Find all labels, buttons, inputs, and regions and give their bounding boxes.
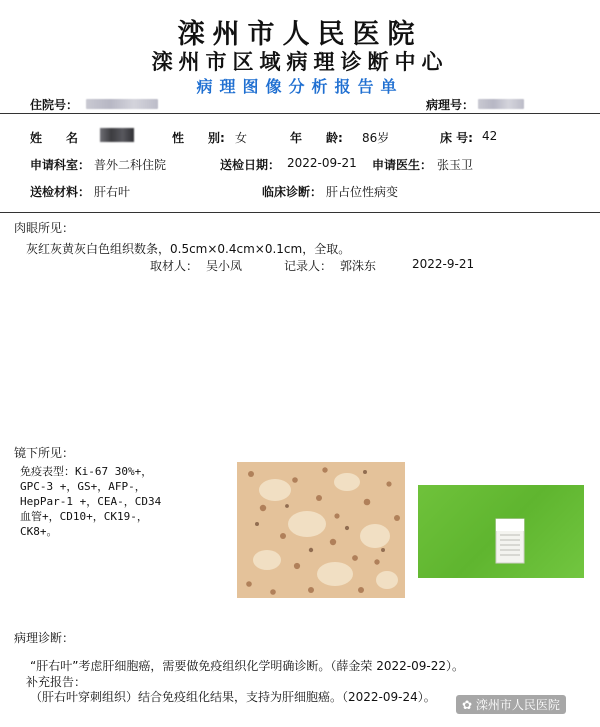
ihc-line-1: 免疫表型：Ki-67 30%+， [20,465,153,478]
doctor-label: 申请医生： [372,158,433,172]
age-label: 年 龄: [290,131,343,145]
diagnosis-line-1: “肝右叶”考虑肝细胞癌，需要做免疫组织化学明确诊断。（薛金荣 2022-09-22）。 [30,659,464,673]
material-label: 送检材料： [30,185,91,199]
submit-date-value: 2022-09-21 [287,156,357,170]
doctor-value: 张玉卫 [437,158,474,172]
pathology-number-label: 病理号： [426,98,475,112]
material-value: 肝右叶 [94,185,131,199]
header-divider [0,113,600,114]
dept-value: 普外二科住院 [94,158,167,172]
bed-value: 42 [482,129,498,143]
sex-value: 女 [235,131,248,145]
name-redacted [100,128,134,142]
gross-heading: 肉眼所见： [14,221,75,235]
record-date: 2022-9-21 [412,257,475,271]
sampler-label: 取材人： [150,259,199,273]
name-label: 姓 名 [30,131,79,145]
hospital-title: 滦州市人民医院 [177,19,423,50]
watermark-text: 滦州市人民医院 [475,698,560,712]
dept-label: 申请科室： [30,158,91,172]
cassette-svg [418,485,584,578]
recorder-value: 郭洙东 [340,259,377,273]
inpatient-number-redacted [86,99,158,109]
micrograph-svg [237,462,405,598]
clinical-diagnosis-label: 临床诊断： [262,185,323,199]
submit-date-label: 送检日期： [220,158,281,172]
ihc-line-5: CK8+。 [20,525,58,538]
sex-label: 性 别: [172,131,225,145]
wechat-icon: ✿ [462,698,473,712]
micro-heading: 镜下所见： [14,446,75,460]
clinical-diagnosis-value: 肝占位性病变 [326,185,399,199]
bed-label: 床 号: [440,131,473,145]
watermark [456,695,566,714]
ihc-line-3: HepPar-1 +，CEA-，CD34 [20,495,162,508]
info-divider [0,212,600,213]
age-value: 86岁 [362,131,390,145]
diagnosis-line-3: （肝右叶穿刺组织）结合免疫组化结果，支持为肝细胞癌。（2022-09-24）。 [30,690,436,704]
gross-text: 灰红灰黄灰白色组织数条，0.5cm×0.4cm×0.1cm，全取。 [26,242,351,256]
supplementary-label: 补充报告： [26,675,87,689]
center-title: 滦州市区域病理诊断中心 [151,49,449,74]
pathology-number-redacted [478,99,524,109]
ihc-line-4: 血管+，CD10+，CK19-， [20,510,148,523]
specimen-cassette-photo [418,485,584,578]
diagnosis-heading: 病理诊断： [14,631,75,645]
recorder-label: 记录人： [284,259,333,273]
sampler-value: 吴小凤 [206,259,243,273]
micrograph-image [237,462,405,598]
ihc-line-2: GPC-3 +，GS+，AFP-， [20,480,146,493]
inpatient-number-label: 住院号： [30,98,79,112]
report-title: 病理图像分析报告单 [196,77,404,96]
